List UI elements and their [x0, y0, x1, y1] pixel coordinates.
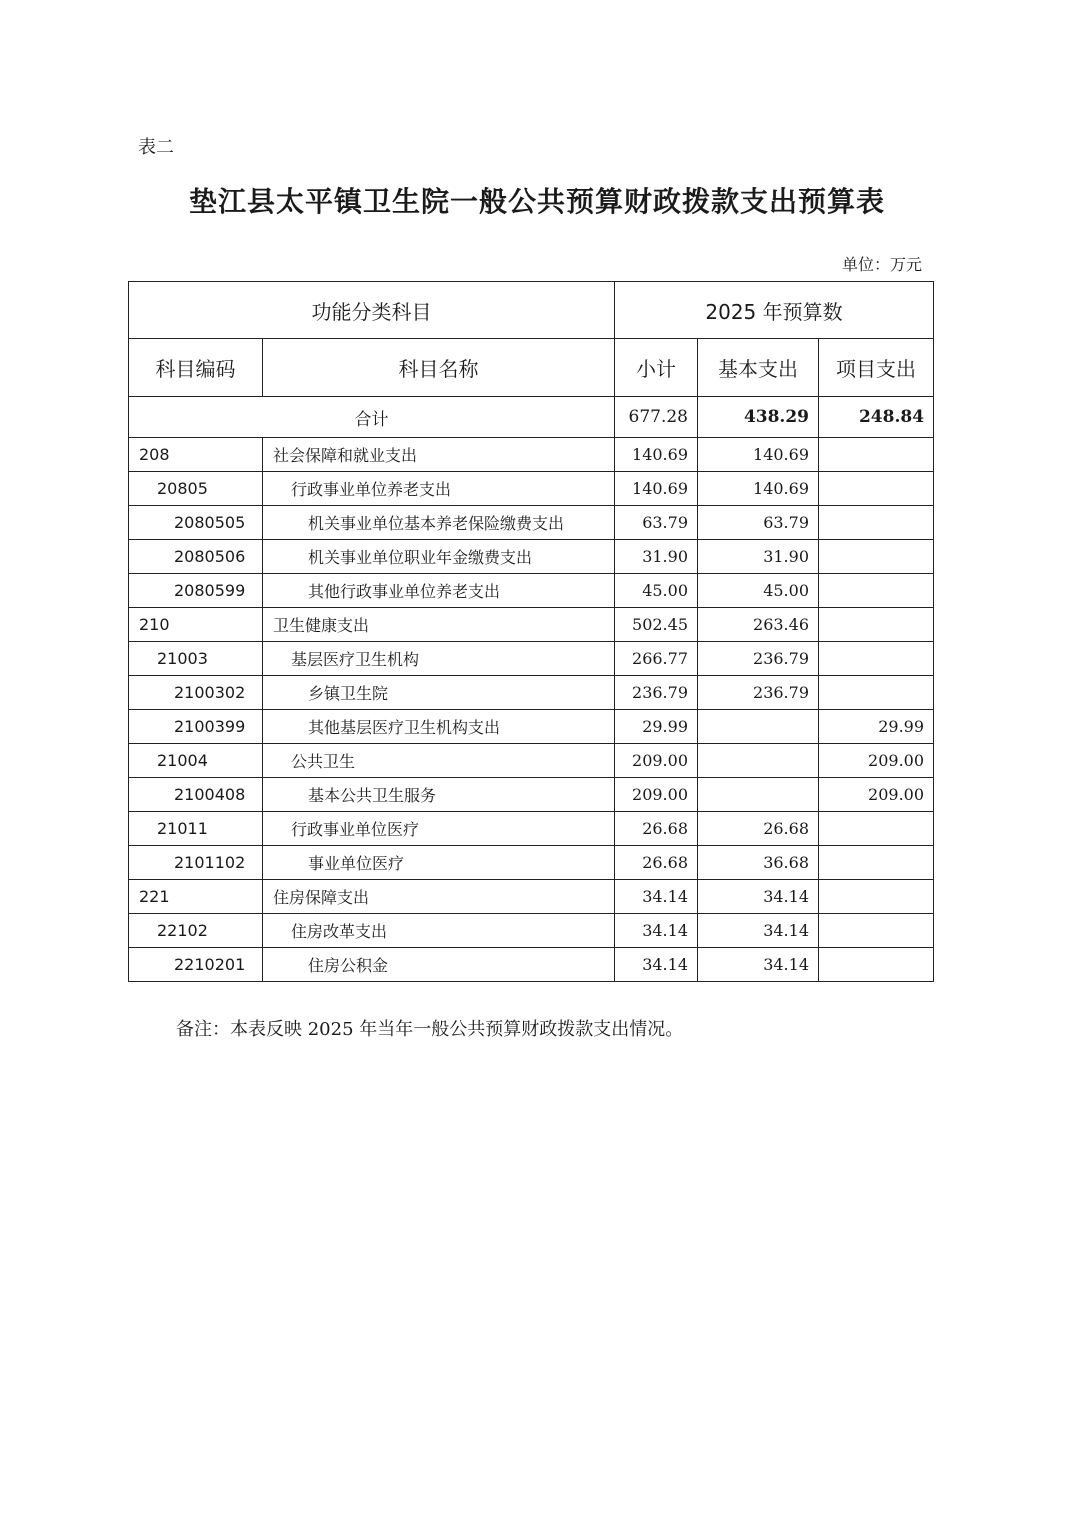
row-subtotal: 209.00 [615, 778, 698, 812]
row-project [819, 608, 934, 642]
table-row [129, 710, 934, 744]
row-code: 2210201 [129, 948, 263, 982]
row-subtotal: 31.90 [615, 540, 698, 574]
header-project-expenditure: 项目支出 [819, 339, 934, 397]
row-name: 行政事业单位养老支出 [263, 472, 615, 506]
row-project [819, 880, 934, 914]
row-basic: 34.14 [698, 880, 819, 914]
table-row [129, 438, 934, 472]
row-project [819, 846, 934, 880]
row-name: 机关事业单位基本养老保险缴费支出 [263, 506, 615, 540]
table-row [129, 472, 934, 506]
table-row [129, 812, 934, 846]
header-subject-name: 科目名称 [263, 339, 615, 397]
row-project [819, 914, 934, 948]
table-row [129, 914, 934, 948]
row-basic: 34.14 [698, 948, 819, 982]
row-name: 其他行政事业单位养老支出 [263, 574, 615, 608]
row-name: 基层医疗卫生机构 [263, 642, 615, 676]
row-basic: 236.79 [698, 642, 819, 676]
row-project [819, 948, 934, 982]
row-basic: 140.69 [698, 438, 819, 472]
row-code: 2100399 [129, 710, 263, 744]
row-basic: 45.00 [698, 574, 819, 608]
row-basic: 26.68 [698, 812, 819, 846]
row-code: 208 [129, 438, 263, 472]
total-project: 248.84 [819, 397, 934, 438]
row-name: 事业单位医疗 [263, 846, 615, 880]
row-name: 卫生健康支出 [263, 608, 615, 642]
row-project [819, 472, 934, 506]
row-basic: 140.69 [698, 472, 819, 506]
table-row [129, 608, 934, 642]
row-name: 住房保障支出 [263, 880, 615, 914]
row-basic: 236.79 [698, 676, 819, 710]
row-subtotal: 26.68 [615, 846, 698, 880]
footnote: 备注：本表反映 2025 年当年一般公共预算财政拨款支出情况。 [176, 1019, 684, 1040]
row-basic: 263.46 [698, 608, 819, 642]
row-project [819, 812, 934, 846]
table-row [129, 744, 934, 778]
budget-table [128, 281, 934, 982]
row-project: 29.99 [819, 710, 934, 744]
unit-label: 单位：万元 [841, 255, 922, 274]
table-row [129, 642, 934, 676]
row-subtotal: 140.69 [615, 472, 698, 506]
total-label: 合计 [129, 397, 615, 438]
row-name: 住房改革支出 [263, 914, 615, 948]
row-basic [698, 710, 819, 744]
table-row [129, 778, 934, 812]
row-basic: 36.68 [698, 846, 819, 880]
row-code: 2080506 [129, 540, 263, 574]
row-project [819, 642, 934, 676]
row-name: 社会保障和就业支出 [263, 438, 615, 472]
row-subtotal: 502.45 [615, 608, 698, 642]
table-label: 表二 [138, 137, 174, 158]
row-subtotal: 266.77 [615, 642, 698, 676]
table-row [129, 506, 934, 540]
row-project [819, 574, 934, 608]
row-name: 住房公积金 [263, 948, 615, 982]
total-subtotal: 677.28 [615, 397, 698, 438]
header-subject-code: 科目编码 [129, 339, 263, 397]
header-budget-2025: 2025 年预算数 [615, 282, 934, 339]
row-code: 21003 [129, 642, 263, 676]
row-name: 公共卫生 [263, 744, 615, 778]
table-row [129, 574, 934, 608]
table-row [129, 846, 934, 880]
row-code: 20805 [129, 472, 263, 506]
header-functional-classification: 功能分类科目 [129, 282, 615, 339]
header-basic-expenditure: 基本支出 [698, 339, 819, 397]
row-name: 基本公共卫生服务 [263, 778, 615, 812]
row-subtotal: 209.00 [615, 744, 698, 778]
row-subtotal: 29.99 [615, 710, 698, 744]
row-project [819, 438, 934, 472]
row-project: 209.00 [819, 744, 934, 778]
total-row [129, 397, 934, 438]
row-code: 2100408 [129, 778, 263, 812]
total-basic: 438.29 [698, 397, 819, 438]
row-code: 2101102 [129, 846, 263, 880]
row-code: 22102 [129, 914, 263, 948]
row-basic [698, 744, 819, 778]
row-name: 其他基层医疗卫生机构支出 [263, 710, 615, 744]
header-subtotal: 小计 [615, 339, 698, 397]
row-project: 209.00 [819, 778, 934, 812]
table-row [129, 540, 934, 574]
row-subtotal: 236.79 [615, 676, 698, 710]
row-basic: 34.14 [698, 914, 819, 948]
row-project [819, 506, 934, 540]
row-code: 2080505 [129, 506, 263, 540]
row-subtotal: 34.14 [615, 948, 698, 982]
row-subtotal: 26.68 [615, 812, 698, 846]
row-code: 21011 [129, 812, 263, 846]
row-basic: 31.90 [698, 540, 819, 574]
row-code: 221 [129, 880, 263, 914]
document-title: 垫江县太平镇卫生院一般公共预算财政拨款支出预算表 [188, 185, 885, 218]
table-row [129, 880, 934, 914]
row-basic [698, 778, 819, 812]
row-subtotal: 140.69 [615, 438, 698, 472]
row-project [819, 676, 934, 710]
row-subtotal: 63.79 [615, 506, 698, 540]
row-basic: 63.79 [698, 506, 819, 540]
row-code: 2080599 [129, 574, 263, 608]
table-row [129, 948, 934, 982]
row-project [819, 540, 934, 574]
row-subtotal: 34.14 [615, 914, 698, 948]
row-name: 机关事业单位职业年金缴费支出 [263, 540, 615, 574]
row-subtotal: 45.00 [615, 574, 698, 608]
row-subtotal: 34.14 [615, 880, 698, 914]
row-name: 行政事业单位医疗 [263, 812, 615, 846]
row-code: 2100302 [129, 676, 263, 710]
table-row [129, 676, 934, 710]
row-code: 21004 [129, 744, 263, 778]
row-name: 乡镇卫生院 [263, 676, 615, 710]
row-code: 210 [129, 608, 263, 642]
